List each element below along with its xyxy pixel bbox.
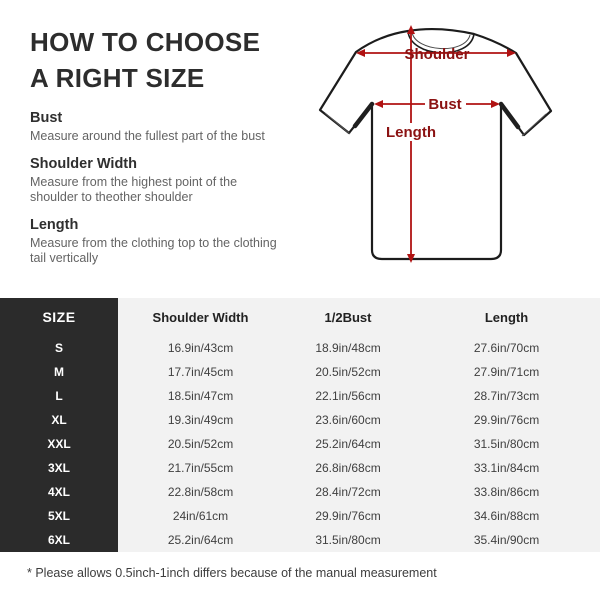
instruction-bust-description: Measure around the fullest part of the bust <box>30 129 265 143</box>
bust-value: 25.2in/64cm <box>283 432 413 456</box>
shoulder-value: 24in/61cm <box>118 504 283 528</box>
shoulder-value: 21.7in/55cm <box>118 456 283 480</box>
title-line-2: A RIGHT SIZE <box>30 63 205 93</box>
size-label: 3XL <box>0 456 118 480</box>
bust-value: 18.9in/48cm <box>283 336 413 360</box>
col-header-length: Length <box>413 298 600 336</box>
shoulder-label: Shoulder <box>404 46 470 63</box>
length-value: 33.1in/84cm <box>413 456 600 480</box>
table-row-xl <box>0 408 600 432</box>
shoulder-value: 20.5in/52cm <box>118 432 283 456</box>
size-table <box>0 298 600 552</box>
bust-value: 20.5in/52cm <box>283 360 413 384</box>
shoulder-value: 17.7in/45cm <box>118 360 283 384</box>
length-value: 31.5in/80cm <box>413 432 600 456</box>
size-label: 4XL <box>0 480 118 504</box>
length-value: 29.9in/76cm <box>413 408 600 432</box>
bust-value: 26.8in/68cm <box>283 456 413 480</box>
size-label: 6XL <box>0 528 118 552</box>
tshirt-outline <box>320 29 551 259</box>
size-label: M <box>0 360 118 384</box>
instruction-length-description: Measure from the clothing top to the clothing tail vertically <box>30 235 277 265</box>
bust-value: 23.6in/60cm <box>283 408 413 432</box>
instruction-shoulder-heading: Shoulder Width <box>30 155 137 172</box>
length-value: 27.6in/70cm <box>413 336 600 360</box>
instruction-shoulder-description: Measure from the highest point of the shoulder to theother shoulder <box>30 174 238 204</box>
length-label: Length <box>386 124 436 141</box>
measurement-instructions <box>30 110 288 278</box>
bust-value: 31.5in/80cm <box>283 528 413 552</box>
size-label: L <box>0 384 118 408</box>
table-header-row <box>0 298 600 336</box>
table-row-s <box>0 336 600 360</box>
instruction-bust-heading: Bust <box>30 110 63 126</box>
title-line-1: HOW TO CHOOSE <box>30 27 261 57</box>
length-value: 27.9in/71cm <box>413 360 600 384</box>
table-row-xxl <box>0 432 600 456</box>
table-row-5xl <box>0 504 600 528</box>
length-value: 35.4in/90cm <box>413 528 600 552</box>
length-value: 34.6in/88cm <box>413 504 600 528</box>
instruction-length <box>30 217 288 267</box>
instruction-shoulder-width <box>30 156 288 206</box>
table-row-m <box>0 360 600 384</box>
length-value: 33.8in/86cm <box>413 480 600 504</box>
col-header-size: SIZE <box>0 298 118 336</box>
col-header-half-bust: 1/2Bust <box>283 298 413 336</box>
measurement-footnote: * Please allows 0.5inch-1inch differs because of the manual measurement <box>27 566 437 580</box>
instruction-bust <box>30 110 288 145</box>
shoulder-value: 22.8in/58cm <box>118 480 283 504</box>
shoulder-value: 18.5in/47cm <box>118 384 283 408</box>
size-label: S <box>0 336 118 360</box>
bust-value: 28.4in/72cm <box>283 480 413 504</box>
bust-value: 22.1in/56cm <box>283 384 413 408</box>
shoulder-value: 19.3in/49cm <box>118 408 283 432</box>
tshirt-measurement-diagram <box>298 4 600 288</box>
bust-label: Bust <box>428 96 462 113</box>
table-row-l <box>0 384 600 408</box>
size-label: XXL <box>0 432 118 456</box>
page-title <box>30 24 260 96</box>
instruction-length-heading: Length <box>30 216 79 233</box>
length-value: 28.7in/73cm <box>413 384 600 408</box>
shoulder-value: 25.2in/64cm <box>118 528 283 552</box>
table-row-3xl <box>0 456 600 480</box>
shoulder-value: 16.9in/43cm <box>118 336 283 360</box>
size-label: 5XL <box>0 504 118 528</box>
size-label: XL <box>0 408 118 432</box>
col-header-shoulder-width: Shoulder Width <box>118 298 283 336</box>
table-row-4xl <box>0 480 600 504</box>
bust-value: 29.9in/76cm <box>283 504 413 528</box>
table-row-6xl <box>0 528 600 552</box>
